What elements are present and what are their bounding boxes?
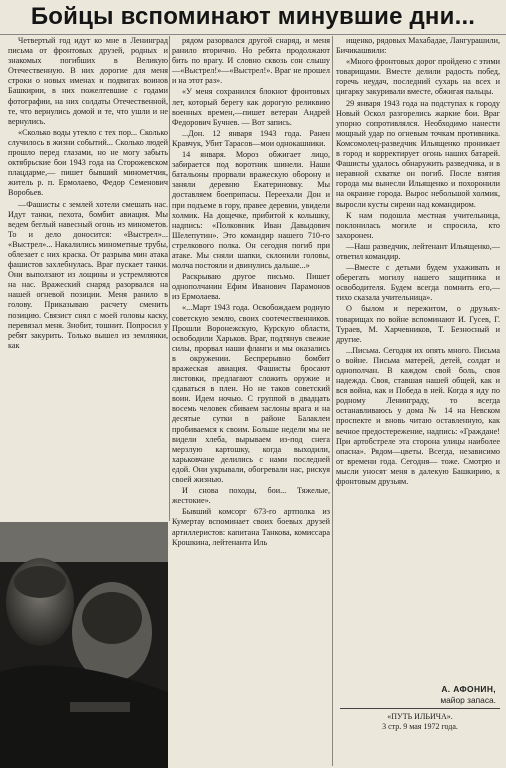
paragraph: Четвертый год идут ко мне в Ленинград письма от фронтовых друзей, родных и знакомых погибших в Великую Отечественную. В них дорогие для меня строки о новых именах и подвигах воинов Башкирии, в них пожелтевшие с годами фотографии, на них солдаты Отечественной, те, что вернулись домой и те, что ушли и не вернулись. (8, 36, 168, 126)
author-signature (440, 684, 496, 706)
paragraph: К нам подошла местная учительница, поклонилась могиле и спросила, кто захоронен. (336, 210, 500, 240)
column-divider (169, 36, 170, 521)
paragraph: ...Дон. 12 января 1943 года. Ранен Кравчук, Убит Тарасов—мои однокашники. (172, 128, 330, 148)
paragraph: Раскрываю другое письмо. Пишет однополчанин Ефим Иванович Парамонов из Ермолаева. (172, 272, 330, 302)
article-column-3 (336, 36, 500, 711)
issue-date: 3 стр. 9 мая 1972 года. (382, 722, 458, 731)
paragraph: «...Март 1943 года. Освобождаем родную советскую землю, своих соотечественников. Прошли Воронежскую, Курскую области, освободили Харьков. Враг, подтянув свежие силы, прорвал наши фланги и мы оказались в окружении. Беспрерывно бомбит вражеская авиация. Фашисты бросают листовки, предлагают сложить оружие и сдаваться в плен. Но не таков советский воин. Идем ночью. С группой в двадцать восемь человек сбиваем заслоны врага и на десятые сутки в районе Балаклеи пробиваемся к своим. Больше недели мы не видели хлеба, вырываем из-под снега мерзлую картошку, когда выходили, харьковчане делились с нами последней едой. Они укрывали, обогревали нас, рискуя своей жизнью. (172, 303, 330, 485)
newspaper-name: «ПУТЬ ИЛЬИЧА». (387, 712, 453, 721)
author-rank: майор запаса. (440, 695, 496, 705)
paragraph: Бывший комсорг 673-го артполка из Кумертау вспоминает своих боевых друзей артиллеристов: капитана Танкова, комиссара Крошкина, лейтенанта Иль (172, 507, 330, 547)
headline: Бойцы вспоминают минувшие дни... (0, 0, 506, 35)
paragraph: О былом и пережитом, о друзьях-товарищах по войне вспоминают И. Гусев, Г. Тураев, М. Харчевников, Т. Безносный и другие. (336, 304, 500, 344)
soldiers-photo-image (0, 522, 168, 768)
paragraph: «У меня сохранился блокнот фронтовых лет, который берегу как дорогую реликвию военных времен,—пишет ветеран Андрей Федорович Бучнев. — Вот запись. (172, 87, 330, 127)
paragraph: ищенко, рядовых Махабадае, Лангурашили, Бичикашвили: (336, 36, 500, 56)
paragraph: —Наш разведчик, лейтенант Ильященко,—ответил командир. (336, 241, 500, 261)
paragraph: И снова походы, бои... Тяжелые, жестокие». (172, 486, 330, 506)
source-citation (340, 708, 500, 732)
paragraph: «Много фронтовых дорог пройдено с этими товарищами. Вместе делили радость побед, горечь неудач, последний сухарь на всех и цигарку закуривали вместе, обжигая пальцы. (336, 57, 500, 97)
paragraph: —Фашисты с землей хотели смешать нас. Идут танки, пехота, бомбит авиация. Мы ведем беглый навесный огонь из минометов. То и дело доносится: «Выстрел»... «Выстрел»... Накалились минометные трубы, облезает с них краска. От разрыва мин атака фашистов захлебнулась. Враг пускает танки. Они выползают из лощины и устремляются на нас. Вражеский снаряд разорвался на нашей огневой позиции. Меня ранило в голову. Приказываю расчету сменить позицию. Связист снял с моей головы каску, перевязал меня. Знобит, тошнит. Попросил у ребят закурить. Только вышел из землянки, как (8, 199, 168, 350)
author-name: А. АФОНИН, (441, 684, 496, 694)
paragraph: —Вместе с детьми будем ухаживать и оберегать могилу нашего защитника и освободителя. Будем всегда помнить его,—тихо сказала учительница». (336, 263, 500, 303)
article-column-1 (8, 36, 168, 521)
paragraph: 14 января. Мороз обжигает лицо, забирается под воротник шинели. Наши батальоны прорвали вражескую оборону и заняли деревню Екатериновку. Мы доставляем боеприпасы. Переехали Дон и при подъеме в гору, правее деревни, увидели холмик. На дощечке, прибитой к колышку, надпись: «Полковник Иван Давыдович Шелепутин». Это командир нашего 710-го стрелкового полка. Он сегодня погиб при атаке. Мы сняли шапки, склонили головы, молча постояли и двинулись дальше...» (172, 150, 330, 271)
paragraph: рядом разорвался другой снаряд, и меня ранило вторично. Но ребята продолжают бить по врагу. И словно сквозь сон слышу—«Выстрел!»—«Выстрел!». Враг не прошел и на этот раз». (172, 36, 330, 86)
paragraph: ...Письма. Сегодня их опять много. Письма о войне. Письма матерей, детей, солдат и однополчан. В каждом свой боль, своя надежда. Своя, ставшая нашей общей, как и вся война, как и Победа в ней. Когда я иду по родному Ленинграду, то всегда останавливаюсь у дома № 14 на Невском проспекте и вновь читаю оставленную, как вечное предостережение, надпись: «Граждане! При артобстреле эта сторона улицы наиболее опасна». Рядом—цветы. Всегда, независимо от времени года. Сегодня— тоже. Смотрю и мысли уносят меня в далекую Башкирию, к фронтовым друзьям. (336, 345, 500, 487)
war-photograph (0, 522, 168, 768)
paragraph: 29 января 1943 года на подступах к городу Новый Оскол разгорелись жаркие бои. Враг упорно сопротивлялся. Необходимо нанести мощный удар по огневым точкам противника. Комсомолец-разведчик Ильященко проникает в город и корректирует огонь наших батарей. Фашисты удалось обнаружить разведчика, и в неравной схватке он погиб. После взятия города мы вынесли Ильященко и похоронили на окраине города. Вырос небольшой холмик, выросли кусты сирени над командиром. (336, 98, 500, 209)
column-divider (332, 36, 333, 766)
paragraph: «Сколько воды утекло с тех пор... Сколько случилось в жизни событий... Сколько людей прошло перед глазами, но не могу забыть октябрьские бои 1943 года на Сторожевском плацдарме,— пишет бывший минометчик, житель р. п. Ермолаево, Федор Семенович Воробьев. (8, 127, 168, 198)
article-column-2 (172, 36, 330, 766)
